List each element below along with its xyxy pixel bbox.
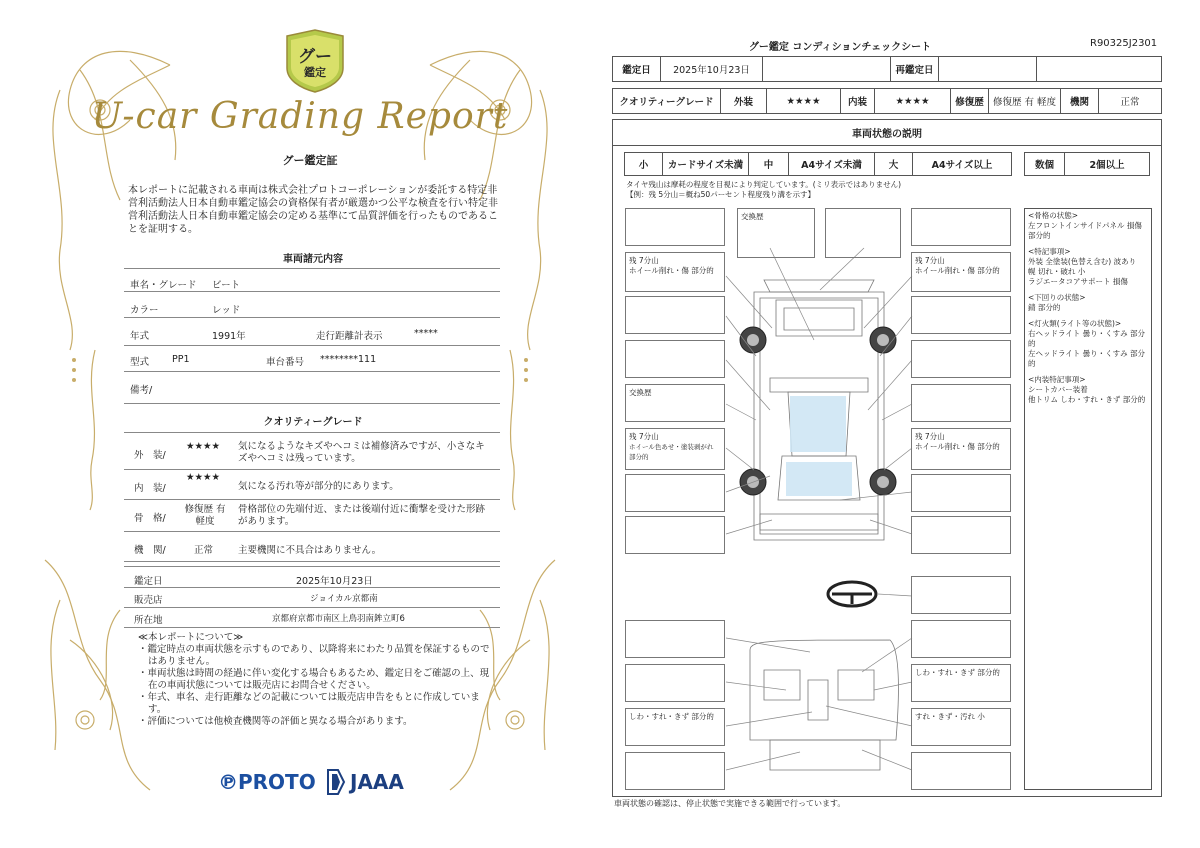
condition-notes-panel: [1024, 208, 1152, 790]
spec-name-label: 車名・グレード: [130, 280, 197, 291]
count-desc: 2個以上: [1089, 160, 1125, 171]
exterior-label: 外装: [721, 89, 767, 113]
note-lights: <灯火類(ライト等の状態)> 右ヘッドライト 曇り・くすみ 部分的 左ヘッドライト 曇り・くすみ 部分的: [1028, 319, 1146, 368]
detail-box: [911, 752, 1011, 790]
quality-engine-label: 機 関/: [134, 545, 166, 556]
footer-note: 車両状態の確認は、停止状態で実施できる範囲で行っています。: [614, 799, 846, 808]
steering-wheel-icon: [828, 582, 876, 606]
detail-box: [911, 474, 1011, 512]
quality-interior-label: 内 装/: [134, 483, 166, 494]
certificate-statement: 本レポートに記載される車両は株式会社プロトコーポレーションが委託する特定非営利活動法人日本自動車鑑定協会の資格保有者が厳選かつ公平な検査を行い特定非営利活動法人日本自動車鑑定協会の定める基準にて品質評価を行ったものであることを証明する。: [128, 185, 498, 235]
detail-box: [625, 340, 725, 378]
detail-box: [911, 296, 1011, 334]
detail-box: [911, 208, 1011, 246]
spec-year-label: 年式: [130, 331, 150, 342]
size-mid-label: 中: [749, 153, 789, 175]
section-title: 車両状態の説明: [613, 120, 1161, 146]
spec-section-title: 車両諸元内容: [283, 254, 343, 265]
badge-top-text: グー: [298, 47, 332, 67]
spec-chassis-value: ********111: [320, 354, 377, 365]
address-value: 京都府京都市南区上鳥羽南鉾立町6: [272, 614, 405, 624]
note-item: ・評価については他検査機関等の評価と異なる場合があります。: [138, 716, 413, 727]
detail-box: [625, 516, 725, 554]
interior-label: 内装: [841, 89, 875, 113]
quality-exterior-label: 外 装/: [134, 450, 166, 461]
address-row: [124, 608, 500, 628]
date-label: 鑑定日: [613, 57, 661, 81]
spec-color-value: レッド: [212, 305, 241, 316]
engine-label: 機関: [1061, 89, 1099, 113]
report-title: U-car Grading Report: [91, 96, 509, 137]
dealer-label: 販売店: [134, 595, 163, 606]
address-label: 所在地: [134, 615, 163, 626]
quality-section-title: クオリティーグレード: [263, 417, 363, 428]
tire-note-line: 【例：残 5分山＝概ね50パーセント程度残り溝を示す】: [626, 190, 816, 199]
note-item: ・車両状態は時間の経過に伴い変化する場合もあるため、鑑定日をご確認の上、現在の車両状態については販売店にお問合せください。: [138, 668, 490, 691]
interior-grade: ★★★★: [875, 89, 951, 113]
detail-box: [911, 340, 1011, 378]
detail-box: 交換歴: [737, 208, 815, 258]
appraisal-date-value: 2025年10月23日: [296, 576, 373, 587]
detail-box: [625, 296, 725, 334]
spec-mileage-label: 走行距離計表示: [316, 331, 383, 342]
spec-year-value: 1991年: [212, 331, 246, 342]
size-small-label: 小: [625, 153, 663, 175]
quality-interior-grade: ★★★★: [186, 472, 221, 483]
detail-box: [625, 664, 725, 702]
detail-box: [625, 208, 725, 246]
proto-logo: ℗PROTO: [218, 770, 316, 794]
repair-label: 修復歴: [951, 89, 989, 113]
spec-model-label: 型式: [130, 357, 150, 368]
exterior-grade: ★★★★: [767, 89, 841, 113]
quality-interior-comment: 気になる汚れ等が部分的にあります。: [238, 481, 399, 492]
tire-box-rear-left: 残 7分山 ホイール色あせ・塗装剥がれ 部分的: [625, 428, 725, 470]
badge-bottom-text: 鑑定: [304, 66, 326, 79]
spec-remarks-label: 備考/: [130, 385, 153, 396]
size-large-desc: A4サイズ以上: [931, 160, 993, 171]
tire-note-line: タイヤ残山は摩耗の程度を目視により判定しています。(ミリ表示ではありません): [626, 180, 902, 189]
note-interior: <内装特記事項> シートカバー装着 他トリム しわ・すれ・きず 部分的: [1028, 375, 1146, 404]
sheet-id: R90325J2301: [1090, 38, 1158, 49]
spec-row-color: [124, 294, 500, 318]
size-large-label: 大: [875, 153, 913, 175]
note-frame: <骨格の状態> 左フロントインサイドパネル 損傷 部分的: [1028, 211, 1142, 240]
note-underbody: <下回りの状態> 錆 部分的: [1028, 293, 1086, 312]
count-label: 数個: [1025, 153, 1065, 175]
spec-row-name: [124, 268, 500, 292]
size-small-desc: カードサイズ未満: [663, 153, 749, 175]
certificate-title: グー鑑定証: [282, 154, 338, 167]
detail-box: [911, 620, 1011, 658]
detail-box: [625, 620, 725, 658]
goo-appraisal-badge: [285, 30, 345, 94]
size-mid-desc: A4サイズ未満: [789, 153, 875, 175]
quality-row-interior: [124, 472, 500, 500]
detail-box: [911, 516, 1011, 554]
note-special: <特記事項> 外装 全塗装(色替え含む) 波あり 幌 切れ・破れ 小 ラジエータコアサポート 損傷: [1028, 247, 1137, 286]
detail-box: [825, 208, 901, 258]
spec-model-value: PP1: [172, 354, 190, 365]
tire-box-front-left: 残 7分山 ホイール削れ・傷 部分的: [625, 252, 725, 292]
quality-engine-comment: 主要機関に不具合はありません。: [238, 545, 382, 556]
dealer-row: [124, 588, 500, 608]
quality-frame-comment: 骨格部位の先端付近、または後端付近に衝撃を受けた形跡があります。: [238, 504, 486, 527]
note-item: ・鑑定時点の車両状態を示すものであり、以降将来にわたり品質を保証するものではありません。: [138, 644, 490, 667]
interior-box-left-2: しわ・すれ・きず 部分的: [625, 708, 725, 746]
quality-row-frame: [124, 502, 500, 532]
detail-box: 交換歴: [625, 384, 725, 422]
appraisal-date-label: 鑑定日: [134, 576, 163, 587]
jaaa-logo-icon: [326, 768, 346, 796]
quality-engine-grade: 正常: [194, 545, 214, 556]
quality-row-exterior: [124, 432, 500, 470]
quality-exterior-grade: ★★★★: [186, 441, 221, 452]
quality-frame-label: 骨 格/: [134, 513, 166, 524]
spec-row-year: [124, 320, 500, 346]
quality-exterior-comment: 気になるようなキズやヘコミは補修済みですが、小さなキズやヘコミは残っています。: [238, 441, 485, 464]
spec-mileage-value: *****: [414, 328, 438, 339]
detail-box: [625, 752, 725, 790]
quality-grade-label: クオリティーグレード: [613, 89, 721, 113]
reappraisal-label: 再鑑定日: [891, 57, 939, 81]
spec-row-remarks: [124, 374, 500, 404]
notes-title: ≪本レポートについて≫: [138, 632, 244, 643]
tire-box-rear-right: 残 7分山 ホイール削れ・傷 部分的: [911, 428, 1011, 470]
detail-box: [625, 474, 725, 512]
jaaa-logo: JAAA: [350, 770, 404, 794]
appraisal-date-row: [124, 566, 500, 588]
tire-box-front-right: 残 7分山 ホイール削れ・傷 部分的: [911, 252, 1011, 292]
spec-name-value: ビート: [212, 280, 241, 291]
detail-box: [911, 576, 1011, 614]
report-notes: [138, 632, 498, 728]
date-value: 2025年10月23日: [661, 57, 763, 81]
dealer-value: ジョイカル京都南: [310, 594, 378, 604]
spec-chassis-label: 車台番号: [266, 357, 305, 368]
spec-row-model: [124, 348, 500, 372]
quality-frame-grade: 修復歴 有 軽度: [184, 504, 226, 527]
spec-color-label: カラー: [130, 305, 159, 316]
engine-value: 正常: [1120, 97, 1140, 108]
detail-box: [911, 384, 1011, 422]
sheet-title: グー鑑定 コンディションチェックシート: [748, 42, 932, 53]
interior-box-right-1: しわ・すれ・きず 部分的: [911, 664, 1011, 702]
note-item: ・年式、車名、走行距離などの記載については販売店申告をもとに作成しています。: [138, 692, 480, 715]
interior-box-right-2: すれ・きず・汚れ 小: [911, 708, 1011, 746]
repair-value: 修復歴 有 軽度: [989, 89, 1061, 113]
quality-row-engine: [124, 534, 500, 562]
